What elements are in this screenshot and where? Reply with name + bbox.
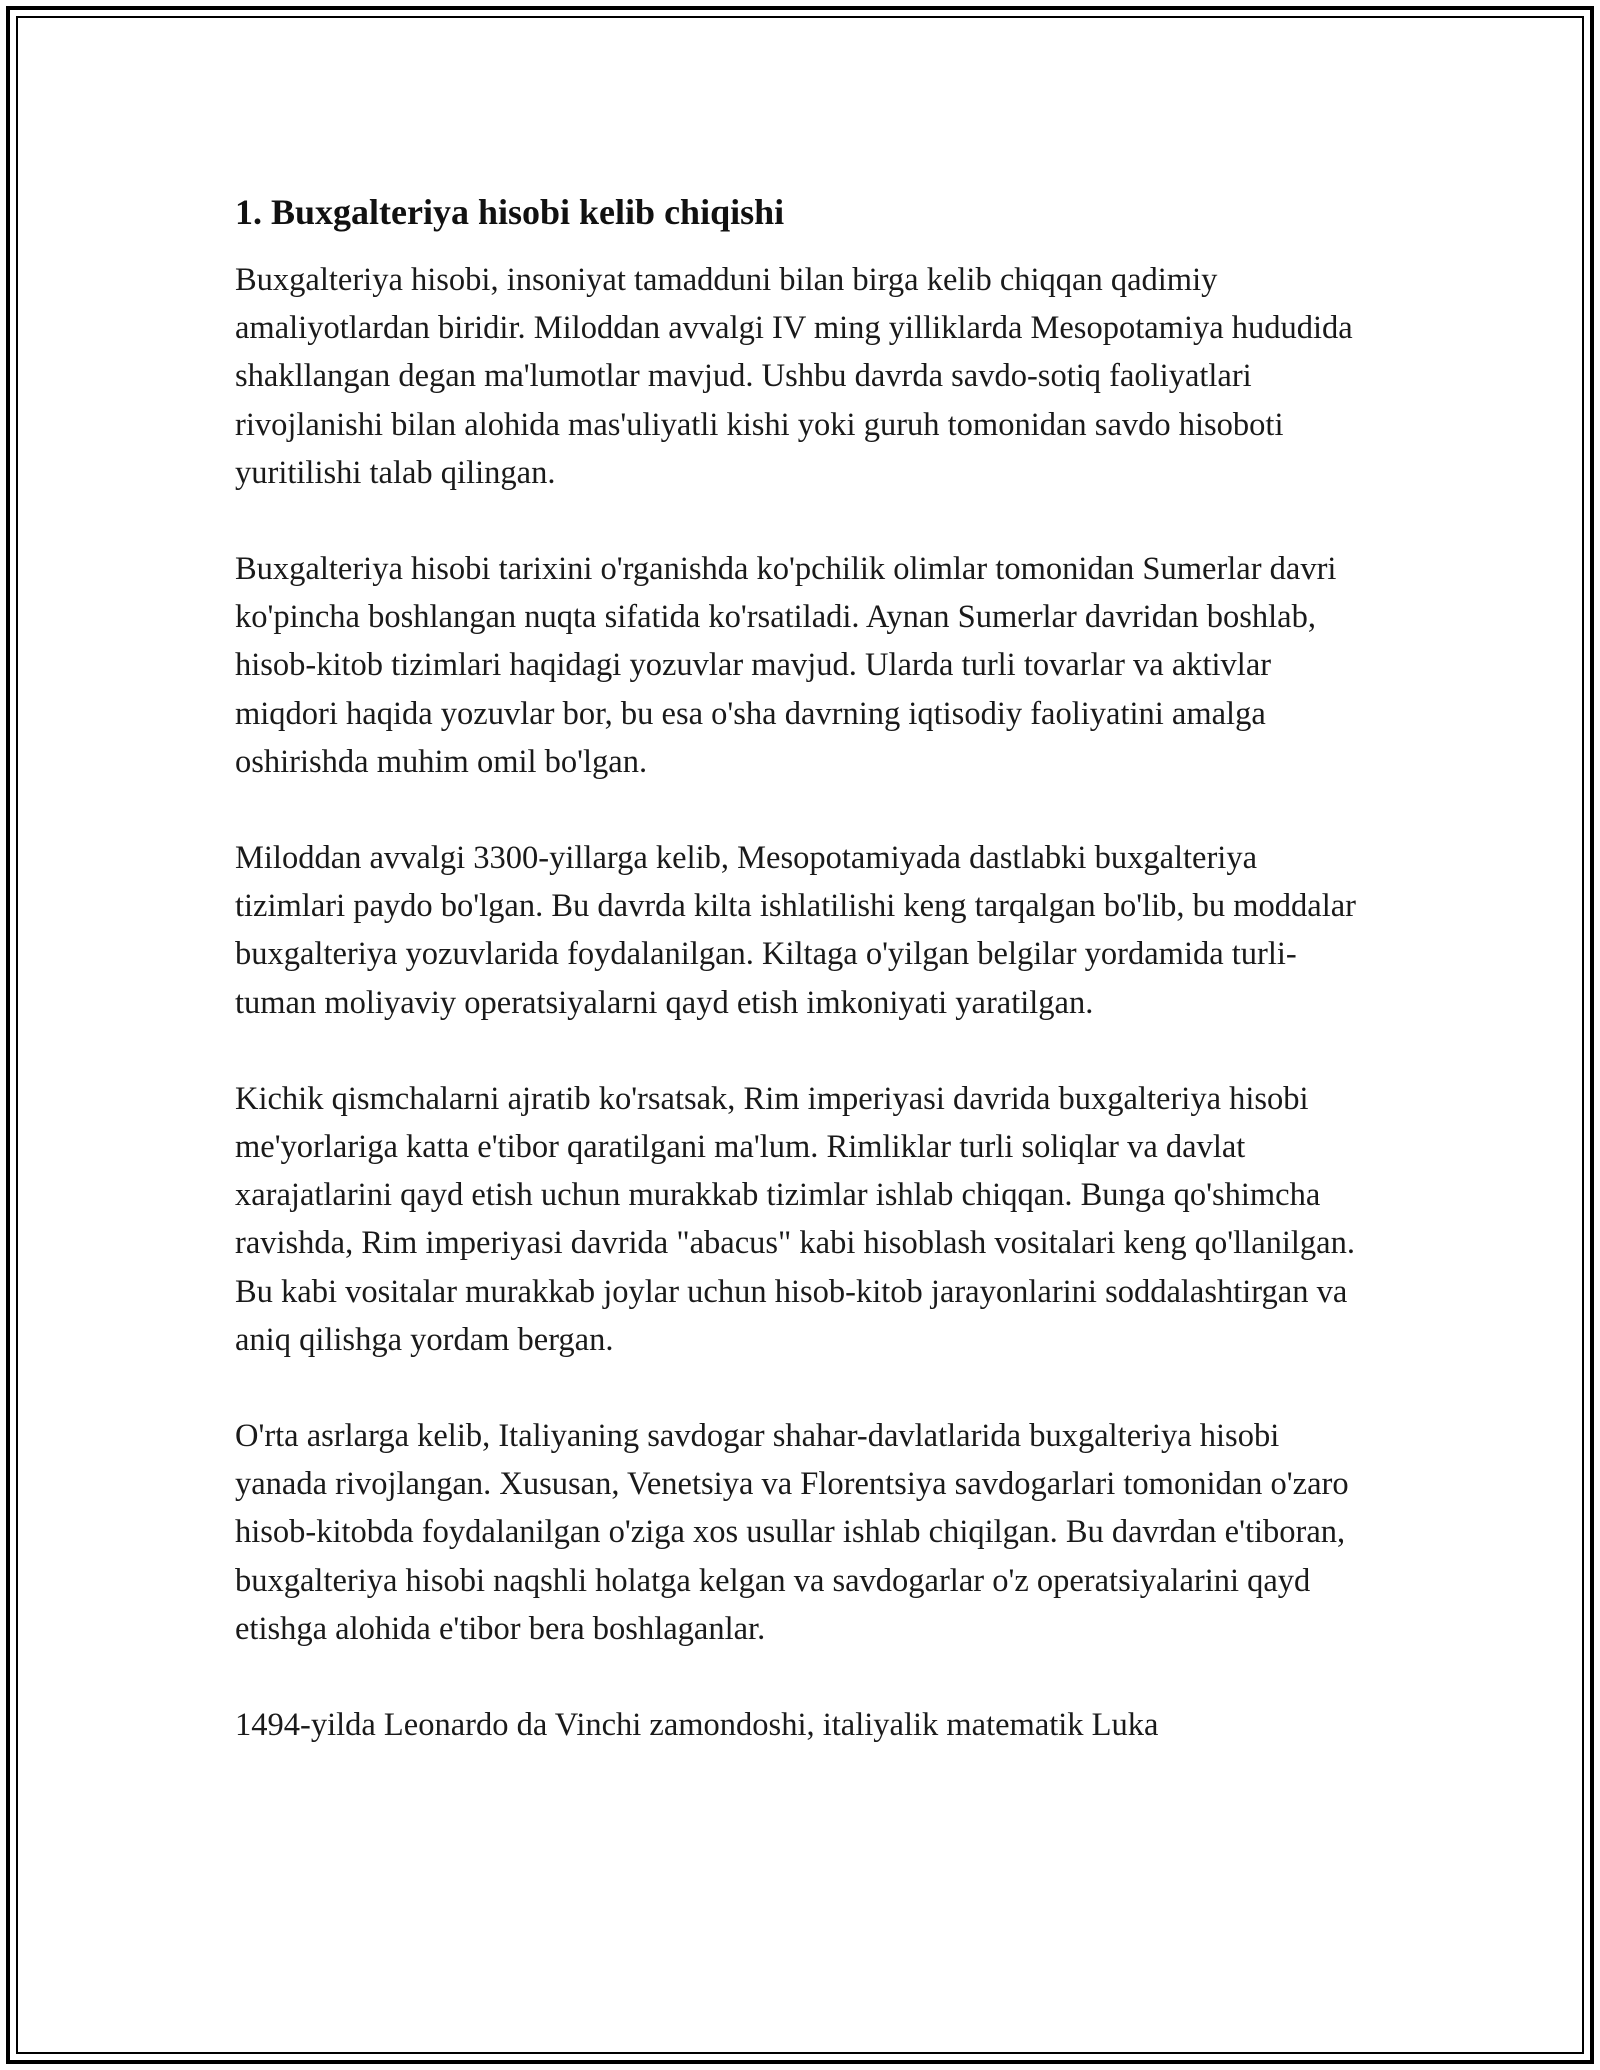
- section-heading: 1. Buxgalteriya hisobi kelib chiqishi: [235, 192, 785, 232]
- paragraph-mesopotamia: Miloddan avvalgi 3300-yillarga kelib, Mesopotamiyada dastlabki buxgalteriya tizimlari paydo bo'lgan. Bu davrda kilta ishlatilishi keng tarqalgan bo'lib, bu moddalar buxgalteriya yozuvlarida foydalanilgan. Kiltaga o'yilgan belgilar yordamida turli-tuman moliyaviy operatsiyalarni qayd etish imkoniyati yaratilgan.: [235, 840, 1356, 1021]
- paragraph-roman-empire: Kichik qismchalarni ajratib ko'rsatsak, Rim imperiyasi davrida buxgalteriya hisobi me'yorlariga katta e'tibor qaratilgani ma'lum. Rimliklar turli soliqlar va davlat xarajatlarini qayd etish uchun murakkab tizimlar ishlab chiqqan. Bunga qo'shimcha ravishda, Rim imperiyasi davrida "abacus" kabi hisoblash vositalari keng qo'llanilgan. Bu kabi vositalar murakkab joylar uchun hisob-kitob jarayonlarini soddalashtirgan va aniq qilishga yordam bergan.: [235, 1080, 1355, 1358]
- paragraph-middle-ages: O'rta asrlarga kelib, Italiyaning savdogar shahar-davlatlarida buxgalteriya hisobi yanada rivojlangan. Xususan, Venetsiya va Florentsiya savdogarlari tomonidan o'zaro hisob-kitobda foydalanilgan o'ziga xos usullar ishlab chiqilgan. Bu davrdan e'tiboran, buxgalteriya hisobi naqshli holatga kelgan va savdogarlar o'z operatsiyalarini qayd etishga alohida e'tibor bera boshlaganlar.: [235, 1418, 1349, 1647]
- paragraph-sumerians: Buxgalteriya hisobi tarixini o'rganishda ko'pchilik olimlar tomonidan Sumerlar davri ko'pincha boshlangan nuqta sifatida ko'rsatiladi. Aynan Sumerlar davridan boshlab, hisob-kitob tizimlari haqidagi yozuvlar mavjud. Ularda turli tovarlar va aktivlar miqdori haqida yozuvlar bor, bu esa o'sha davrning iqtisodiy faoliyatini amalga oshirishda muhim omil bo'lgan.: [235, 551, 1337, 780]
- paragraph-origins: Buxgalteriya hisobi, insoniyat tamadduni bilan birga kelib chiqqan qadimiy amaliyotlardan biridir. Miloddan avvalgi IV ming yilliklarda Mesopotamiya hududida shakllangan degan ma'lumotlar mavjud. Ushbu davrda savdo-sotiq faoliyatlari rivojlanishi bilan alohida mas'uliyatli kishi yoki guruh tomonidan savdo hisoboti yuritilishi talab qilingan.: [235, 262, 1353, 491]
- paragraph-pacioli: 1494-yilda Leonardo da Vinchi zamondoshi, italiyalik matematik Luka: [235, 1707, 1159, 1744]
- document-body: [235, 186, 1370, 1797]
